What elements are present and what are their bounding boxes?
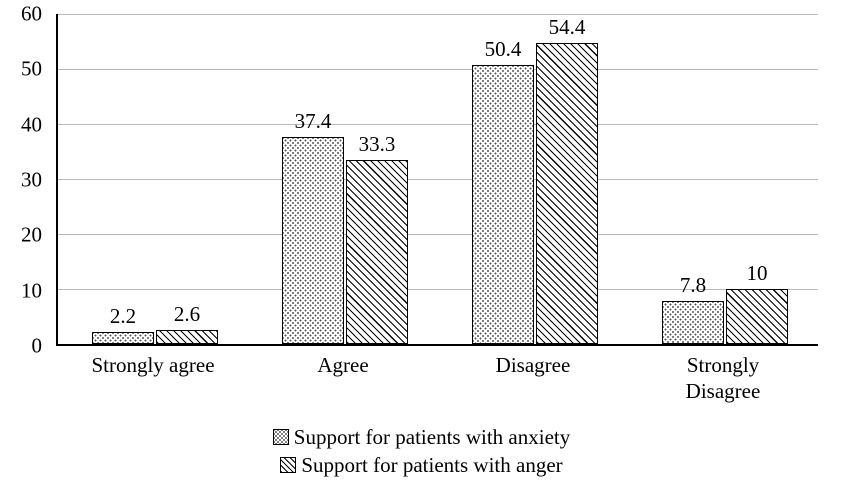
legend-item-anxiety[interactable] xyxy=(273,424,570,450)
legend-swatch-icon xyxy=(273,429,289,445)
legend-label: Support for patients with anger xyxy=(301,453,563,478)
bar-anxiety-disagree[interactable] xyxy=(472,65,534,344)
y-tick-label: 30 xyxy=(21,167,42,192)
y-axis-labels xyxy=(0,1,50,358)
bar-groups xyxy=(60,14,818,344)
legend xyxy=(0,424,843,479)
legend-item-anger[interactable] xyxy=(280,452,562,478)
bar-value-label: 37.4 xyxy=(294,109,332,133)
x-tick-label-line1: Strongly xyxy=(686,353,760,377)
y-tick-label: 10 xyxy=(21,278,42,303)
y-tick-label: 60 xyxy=(21,1,42,26)
x-axis-labels xyxy=(58,352,818,422)
x-tick-label-disagree xyxy=(438,352,628,378)
plot-area xyxy=(56,14,818,346)
y-tick-label: 40 xyxy=(21,112,42,137)
x-tick-label-line1: Agree xyxy=(317,353,369,377)
x-tick-label-strongly-disagree xyxy=(628,352,818,405)
bar-value-label: 2.6 xyxy=(173,302,201,326)
bar-anxiety-strongly-disagree[interactable] xyxy=(662,301,724,344)
bar-anger-disagree[interactable] xyxy=(536,43,598,344)
bar-value-label: 7.8 xyxy=(679,273,707,297)
bar-value-label: 2.2 xyxy=(109,304,137,328)
bar-anger-agree[interactable] xyxy=(346,160,408,344)
bar-group-agree xyxy=(250,14,440,344)
x-tick-label-line1: Disagree xyxy=(495,353,571,377)
bar-anxiety-strongly-agree[interactable] xyxy=(92,332,154,344)
bar-group-disagree xyxy=(440,14,630,344)
bar-anger-strongly-agree[interactable] xyxy=(156,330,218,344)
bar-group-strongly-disagree xyxy=(630,14,820,344)
legend-label: Support for patients with anxiety xyxy=(293,425,571,449)
x-tick-label-line1: Strongly agree xyxy=(91,353,215,377)
bar-value-label: 10 xyxy=(746,261,768,285)
bar-group-strongly-agree xyxy=(60,14,250,344)
x-tick-label-agree xyxy=(248,352,438,378)
bar-value-label: 33.3 xyxy=(358,132,396,156)
x-tick-label-strongly-agree xyxy=(58,352,248,378)
legend-swatch-icon xyxy=(280,457,296,473)
bar-anger-strongly-disagree[interactable] xyxy=(726,289,788,344)
bar-value-label: 50.4 xyxy=(484,37,522,61)
y-tick-label: 0 xyxy=(31,333,42,358)
y-tick-label: 20 xyxy=(21,222,42,247)
y-tick-label: 50 xyxy=(21,56,42,81)
bar-value-label: 54.4 xyxy=(548,15,586,39)
x-tick-label-line2: Disagree xyxy=(685,379,761,404)
bar-anxiety-agree[interactable] xyxy=(282,137,344,344)
